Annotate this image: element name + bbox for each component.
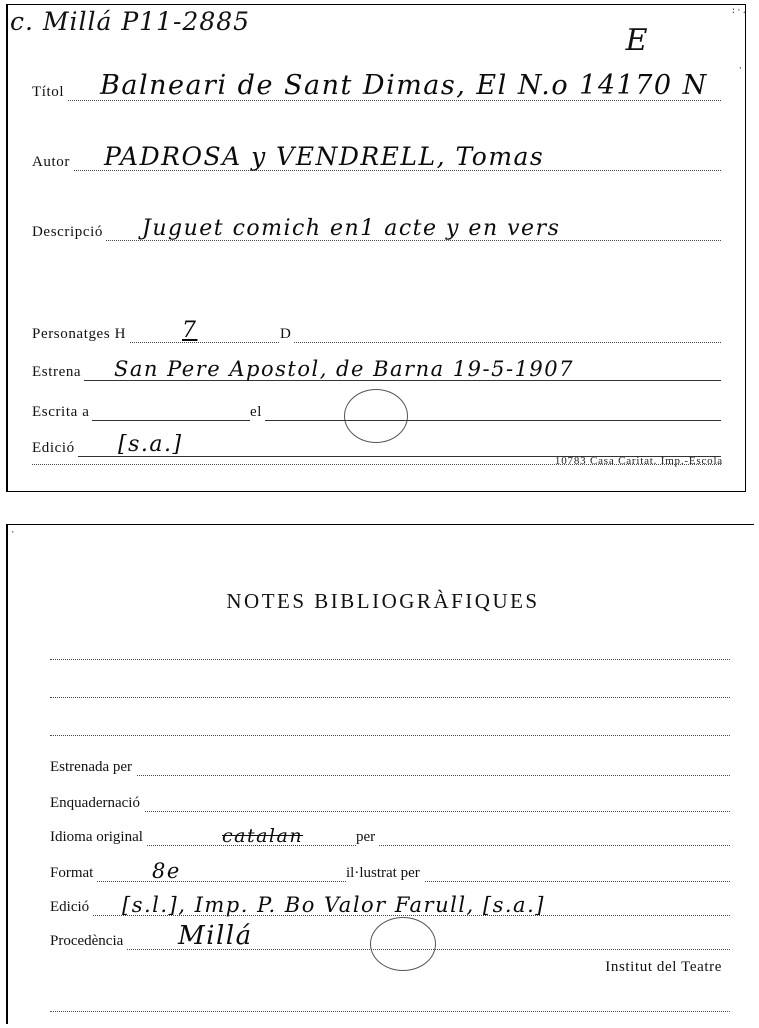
field-language-per-label: per xyxy=(356,829,379,846)
field-provenance-rule xyxy=(50,949,730,950)
notes-title: NOTES BIBLIOGRÀFIQUES xyxy=(226,589,540,613)
field-language-value: catalan xyxy=(222,825,304,847)
field-provenance-value: Millá xyxy=(178,921,253,951)
field-format-value: 8e xyxy=(152,859,181,883)
field-format xyxy=(26,855,740,885)
blank-note-rule-2 xyxy=(50,697,730,698)
field-language-rule xyxy=(50,845,730,846)
corner-speckle-top-right: :·. xyxy=(730,6,747,16)
field-written-at-label: Escrita a xyxy=(32,404,92,421)
field-premiere-label: Estrena xyxy=(32,364,84,381)
field-author-value: PADROSA y VENDRELL, Tomas xyxy=(104,142,545,171)
printer-imprint-front: 10783 Casa Caritat. Imp.-Escola xyxy=(554,455,723,467)
field-author-label: Autor xyxy=(32,154,73,171)
field-premiere-value: San Pere Apostol, de Barna 19-5-1907 xyxy=(114,357,575,381)
card-front-fields xyxy=(22,13,727,469)
field-format-label: Format xyxy=(50,865,97,882)
blank-note-rule-1 xyxy=(50,659,730,660)
field-provenance-label: Procedència xyxy=(50,933,127,950)
stamp-circle-back xyxy=(370,917,436,971)
corner-speckle-back: · xyxy=(10,528,16,538)
field-edition-back xyxy=(26,889,740,919)
field-written-at-rule xyxy=(32,420,721,421)
blank-note-rule-3 xyxy=(50,735,730,736)
field-binding-label: Enquadernació xyxy=(50,795,144,812)
field-title xyxy=(22,71,727,105)
field-characters-h-value: 7 xyxy=(182,318,198,343)
field-premiered-by-label: Estrenada per xyxy=(50,759,136,776)
institution-name: Institut del Teatre xyxy=(605,959,722,975)
field-characters-label-h: Personatges H xyxy=(32,326,129,343)
shelfmark-code: c. Millá P11-2885 xyxy=(10,7,251,36)
field-characters-rule xyxy=(32,342,721,343)
card-back-fields xyxy=(26,531,740,1018)
bottom-border-rule xyxy=(50,1011,730,1012)
field-premiered-by-rule xyxy=(50,775,730,776)
field-edition-back-label: Edició xyxy=(50,899,93,916)
field-title-value: Balneari de Sant Dimas, El N.o 14170 N xyxy=(100,70,708,101)
corner-speckle-right: · xyxy=(737,64,743,74)
catalog-card-back xyxy=(6,524,754,1024)
letter-mark: E xyxy=(625,23,649,58)
field-illustrated-by-label: il·lustrat per xyxy=(346,865,424,882)
field-premiered-by xyxy=(26,749,740,779)
field-edition-back-value: [s.l.], Imp. P. Bo Valor Farull, [s.a.] xyxy=(122,893,545,917)
field-edition-value: [s.a.] xyxy=(118,432,183,457)
field-language xyxy=(26,819,740,849)
catalog-card-front xyxy=(6,4,746,492)
field-title-label: Títol xyxy=(32,84,67,101)
field-written-date-label: el xyxy=(250,404,265,421)
field-characters-label-d: D xyxy=(280,326,294,343)
field-binding-rule xyxy=(50,811,730,812)
field-edition-label: Edició xyxy=(32,440,78,457)
field-description-value: Juguet comich en1 acte y en vers xyxy=(142,216,561,241)
field-binding xyxy=(26,785,740,815)
field-description-label: Descripció xyxy=(32,224,106,241)
field-language-label: Idioma original xyxy=(50,829,147,846)
